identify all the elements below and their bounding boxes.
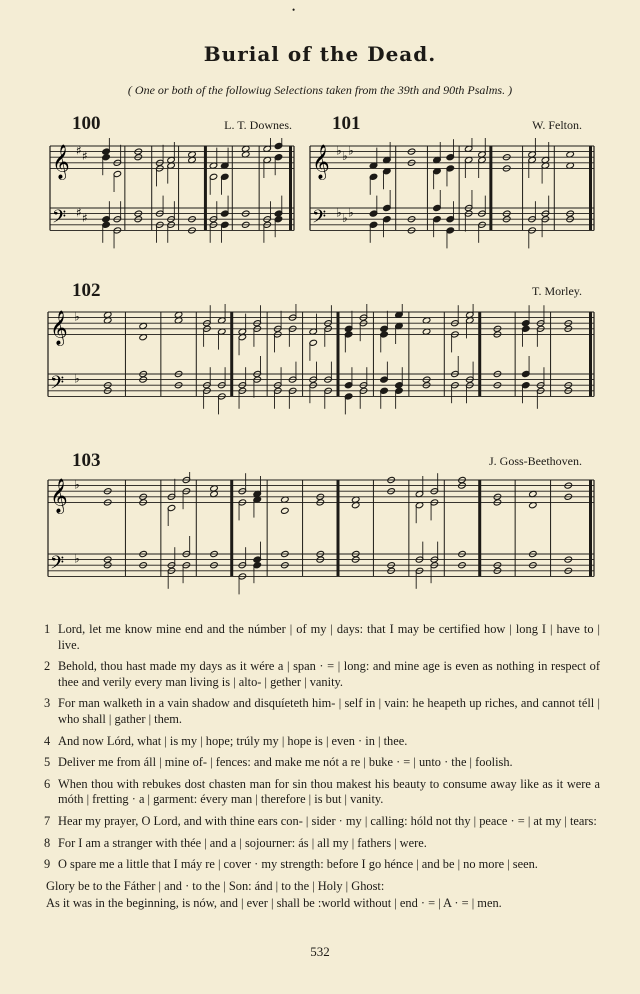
tune-number-103: 103 bbox=[72, 450, 101, 471]
verse-number: 3 bbox=[44, 696, 51, 711]
flat-icon: ♭ bbox=[74, 477, 80, 492]
gloria-line-1: Glory be to the Fáther | and · to the | Son: ánd | to the | Holy | Ghost: bbox=[46, 878, 385, 893]
music-system-103 bbox=[44, 472, 600, 604]
chant-text bbox=[44, 622, 600, 912]
music-system-101 bbox=[306, 138, 600, 256]
verse bbox=[44, 836, 600, 852]
verse-text: Behold, thou hast made my days as it wére a | span · = | long: and mine age is even as nothing in respect of thee and verily every man living is | alto- | gether | vanity. bbox=[58, 659, 600, 689]
verse-number: 9 bbox=[44, 857, 51, 872]
music-system-102 bbox=[44, 304, 600, 422]
tune-composer-103: J. Goss-Beethoven. bbox=[489, 454, 582, 468]
verse bbox=[44, 777, 600, 808]
verse bbox=[44, 755, 600, 771]
final-barline bbox=[589, 480, 592, 576]
treble-clef-icon: 𝄞 bbox=[50, 478, 68, 514]
verse-text: Hear my prayer, O Lord, and with thine ears con- | sider · my | calling: hóld not thy | peace · = | at my | tears: bbox=[58, 813, 597, 828]
page-top-dot: • bbox=[292, 5, 296, 15]
flat-icon: ♭ bbox=[336, 205, 342, 220]
tune-number-102: 102 bbox=[72, 280, 101, 301]
verse bbox=[44, 734, 600, 750]
verse-number: 2 bbox=[44, 659, 51, 674]
flat-icon: ♭ bbox=[74, 551, 80, 566]
page-number: 532 bbox=[310, 944, 330, 959]
final-barline bbox=[289, 146, 292, 230]
bass-clef-icon: 𝄢 bbox=[52, 206, 67, 232]
verse-number: 4 bbox=[44, 733, 51, 748]
verse-text: For I am a stranger with thée | and a | sojourner: ás | all my | fathers | were. bbox=[58, 835, 427, 850]
treble-clef-icon: 𝄞 bbox=[312, 144, 330, 180]
flat-icon: ♭ bbox=[74, 371, 80, 386]
music-system-100 bbox=[46, 138, 300, 256]
flat-icon: ♭ bbox=[342, 211, 348, 226]
verse-number: 1 bbox=[44, 622, 51, 636]
bass-clef-icon: 𝄢 bbox=[50, 372, 65, 398]
verse-number: 8 bbox=[44, 835, 51, 850]
verse bbox=[44, 696, 600, 727]
flat-icon: ♭ bbox=[348, 205, 354, 220]
verse-text: O spare me a little that I máy re | cover · my strength: before I go hénce | and be | no more | seen. bbox=[58, 857, 538, 872]
sharp-icon: ♯ bbox=[76, 143, 82, 158]
final-barline bbox=[589, 146, 592, 230]
flat-icon: ♭ bbox=[336, 143, 342, 158]
gloria-line-2: As it was in the beginning, is nów, and | ever | shall be :world without | end · = | A · = | men. bbox=[46, 896, 502, 911]
verse-number: 5 bbox=[44, 755, 51, 770]
note-head bbox=[281, 507, 289, 514]
verse bbox=[44, 622, 600, 653]
treble-clef-icon: 𝄞 bbox=[52, 144, 70, 180]
final-barline bbox=[589, 312, 592, 396]
verse-text: When thou with rebukes dost chasten man for sin thou makest his beauty to consume away like as it were a móth | fretting · a | garment: évery man | therefore | is but | vanity. bbox=[58, 776, 600, 807]
verse bbox=[44, 814, 600, 830]
tune-composer-102: T. Morley. bbox=[532, 284, 582, 298]
verse bbox=[44, 659, 600, 690]
verse-text: And now Lórd, what | is my | hope; trúly my | hope is | even · in | thee. bbox=[58, 733, 408, 748]
tune-composer-100: L. T. Downes. bbox=[224, 118, 292, 132]
sharp-icon: ♯ bbox=[82, 149, 88, 164]
flat-icon: ♭ bbox=[348, 143, 354, 158]
bass-clef-icon: 𝄢 bbox=[312, 206, 327, 232]
flat-icon: ♭ bbox=[74, 309, 80, 324]
bass-clef-icon: 𝄢 bbox=[50, 552, 65, 578]
verse-text: Deliver me from áll | mine of- | fences: and make me nót a re | buke · = | unto · the | foolish. bbox=[58, 755, 513, 770]
sharp-icon: ♯ bbox=[76, 205, 82, 220]
flat-icon: ♭ bbox=[342, 149, 348, 164]
page-title: Burial of the Dead. bbox=[203, 42, 437, 66]
tune-number-100: 100 bbox=[72, 113, 101, 134]
tune-number-101: 101 bbox=[332, 113, 361, 134]
treble-clef-icon: 𝄞 bbox=[50, 310, 68, 346]
verse-number: 7 bbox=[44, 813, 51, 828]
sharp-icon: ♯ bbox=[82, 211, 88, 226]
verse-number: 6 bbox=[44, 776, 51, 791]
verse-text: For man walketh in a vain shadow and disquíeteth him- | self in | vain: he heapeth up riches, and cannot téll | who shall | gather | them. bbox=[58, 696, 600, 726]
tune-composer-101: W. Felton. bbox=[532, 118, 582, 132]
verse-text: Lord, let me know mine end and the númber | of my | days: that I may be certified how | long I | have to | live. bbox=[58, 622, 600, 652]
page-subtitle: ( One or both of the followiug Selections taken from the 39th and 90th Psalms. ) bbox=[127, 83, 513, 97]
verse bbox=[44, 857, 600, 873]
